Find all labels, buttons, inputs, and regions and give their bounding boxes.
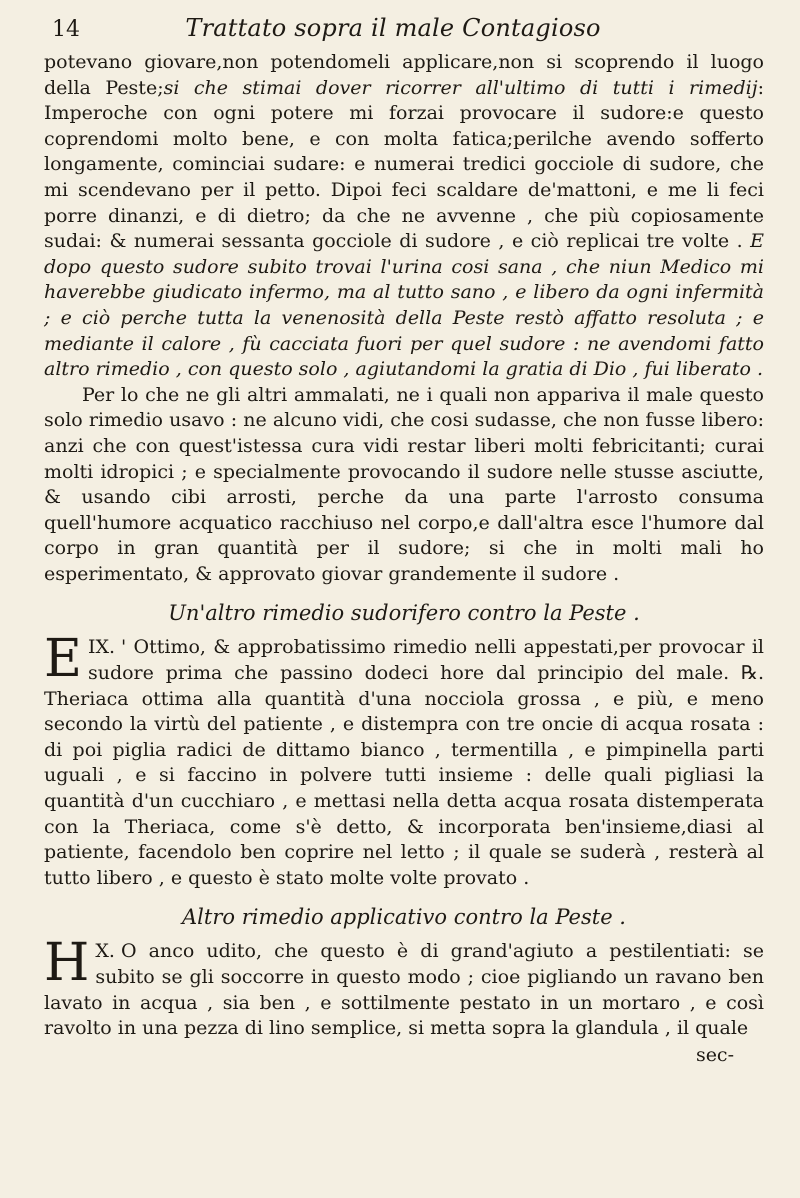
section-title-1: Un'altro rimedio sudorifero contro la Peste .: [168, 601, 640, 626]
paragraph-2: Per lo che ne gli altri ammalati, ne i quali non appariva il male questo solo rimedio usavo : ne alcuno vidi, che cosi sudasse, che non fusse libero: anzi che con quest'istessa cura vidi restar liberi molti febricitanti; curai molti idropici ; e specialmente provocando il sudore nelle stusse asciutte, & usando cibi arrosti, perche da una parte l'arrosto consuma quell'humore acquatico racchiuso nel corpo,e dall'altra esce l'humore dal corpo in gran quantità per il sudore; si che in molti mali ho esperimentato, & approvato giovar grandemente il sudore .: [44, 383, 764, 585]
paragraph-1-d: E dopo questo sudore subito trovai l'urina cosi sana , che niun Medico mi haverebbe giudicato infermo, ma al tutto sano , e libero da ogni infermità ; e ciò perche tutta la venenosità della Peste restò affatto resoluta ; e mediante il calore , fù cacciata fuori per quel sudore : ne avendomi fatto altro rimedio , con questo solo , agiutandomi la gratia di Dio , fui liberato .: [44, 230, 764, 381]
section-2-text: O anco udito, che questo è di grand'agiuto a pestilentiati: se subito se gli soccorre in questo modo ; cioe pigliando un ravano ben lavato in acqua , sia ben , e sottilmente pestato in un mortaro , e così ravolto in una pezza di lino semplice, si metta sopra la glandula , il quale: [44, 940, 764, 1040]
section-1-text: ' Ottimo, & approbatissimo rimedio nelli appestati,per provocar il sudore prima che passino dodeci hore dal principio del male. ℞. Theriaca ottima alla quantità d'una nocciola grossa , e più, e meno secondo la virtù del patiente , e distempra con tre oncie di acqua rosata : di poi piglia radici de dittamo bianco , termentilla , e pimpinella parti uguali , e si faccino in polvere tutti insieme : delle quali pigliasi la quantità d'un cucchiaro , e mettasi nella detta acqua rosata distemperata con la Theriaca, come s'è detto, & incorporata ben'insieme,diasi al patiente, facendolo ben coprire nel letto ; il quale se suderà , resterà al tutto libero , e questo è stato molte volte provato .: [44, 636, 764, 889]
running-head: [44, 14, 764, 50]
paragraph-1-c: : Imperoche con ogni potere mi forzai provocare il sudore:e questo coprendomi molto bene, e con molta fatica;perilche avendo sofferto longamente, cominciai sudare: e numerai tredici gocciole di sudore, che mi scendevano per il petto. Dipoi feci scaldare de'mattoni, e me li feci porre dinanzi, e di dietro; da che ne avvenne , che più copiosamente sudai: & numerai sessanta gocciole di sudore , e ciò replicai tre volte .: [44, 76, 764, 253]
running-title: Trattato sopra il male Contagioso: [185, 14, 601, 42]
section-2-dropcap: H: [44, 933, 90, 994]
section-1-number: IX.: [87, 636, 116, 659]
page-number: 14: [52, 17, 80, 42]
paragraph-1-b: si che stimai dover ricorrer all'ultimo di tutti i rimedij: [163, 76, 758, 99]
section-title-2: Altro rimedio applicativo contro la Peste .: [182, 905, 626, 930]
section-2-number: X.: [95, 940, 115, 963]
section-1-dropcap: E: [44, 629, 82, 690]
catchword: sec-: [695, 1043, 734, 1066]
paragraph-1-a: potevano giovare,non potendomeli applicare,non si scoprendo il luogo della Peste;: [44, 51, 764, 99]
section-1-body: [44, 629, 764, 891]
paragraph-1: [44, 50, 764, 383]
section-2-body: [44, 933, 764, 1041]
